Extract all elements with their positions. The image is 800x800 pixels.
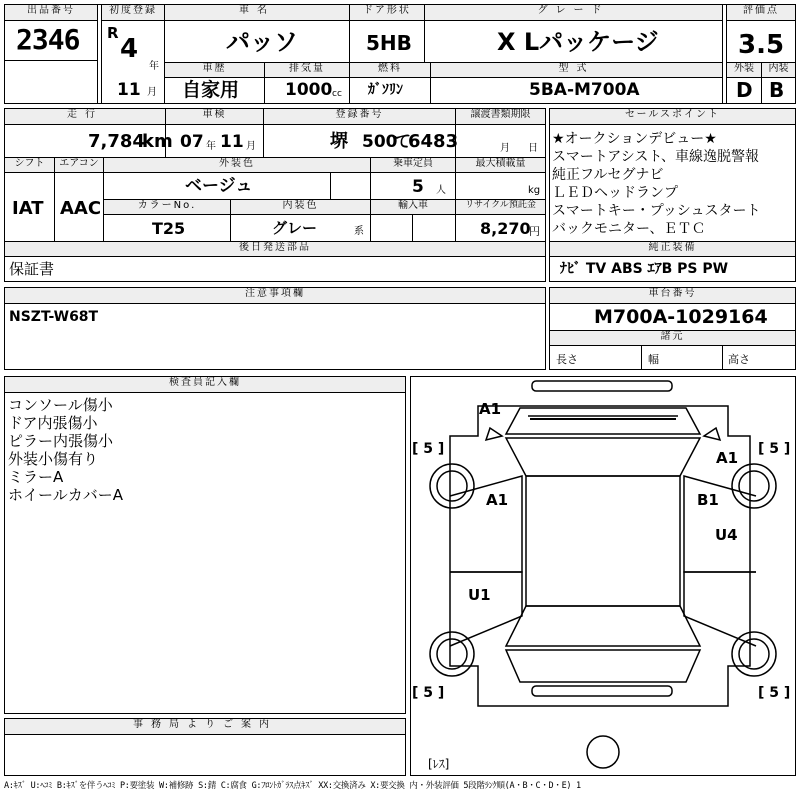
reg-class: 500 <box>362 132 398 152</box>
era: R <box>107 24 119 42</box>
later-parts-label: 後日発送部品 <box>5 242 545 256</box>
sales-point: ＬＥＤヘッドランプ <box>552 185 678 201</box>
capacity-label: 乗車定員 <box>371 158 455 172</box>
inspection-month-unit: 月 <box>246 141 256 152</box>
chassis-number: M700A-1029164 <box>594 306 768 328</box>
door-type: 5HB <box>366 31 412 55</box>
first-reg-label: 初度登録 <box>102 5 164 20</box>
inspector-label: 検査員記入欄 <box>5 377 405 392</box>
capacity-unit: 人 <box>436 185 446 196</box>
recycle-unit: 円 <box>529 225 540 238</box>
score-label: 評価点 <box>727 5 795 20</box>
inspector-note: ホイールカバーA <box>8 486 123 504</box>
car-name-label: 車名 <box>165 5 349 20</box>
reg-area: 堺 <box>330 131 348 152</box>
transfer-month-unit: 月 <box>500 143 510 154</box>
equipment: ﾅﾋﾞ TV ABS ｴｱB PS PW <box>560 261 729 277</box>
ext-color-label: 外装色 <box>104 158 370 172</box>
interior-label: 内装 <box>762 63 795 77</box>
inspection-year: 07 <box>180 132 204 152</box>
recycle-label: リサイクル預託金 <box>456 200 545 214</box>
reg-number: 6483 <box>408 131 459 152</box>
inspector-note: ミラーA <box>8 468 64 486</box>
reg-no-label: 登録番号 <box>264 109 455 124</box>
tire-depth-fr: [ 5 ] <box>758 441 791 457</box>
recycle-fee: 8,270 <box>480 219 531 238</box>
ext-color: ベージュ <box>185 176 253 196</box>
lot-number: 2346 <box>16 23 80 56</box>
transfer-day-unit: 日 <box>528 143 538 154</box>
ac: AAC <box>60 198 102 219</box>
sales-points-label: セールスポイント <box>550 109 795 124</box>
inspector-note: ピラー内張傷小 <box>8 432 114 450</box>
color-no: T25 <box>152 219 186 238</box>
damage-mark: A1 <box>479 400 502 418</box>
ac-label: エアコン <box>55 158 103 172</box>
car-diagram <box>410 376 796 776</box>
inspector-list <box>8 396 123 504</box>
lot-label: 出品番号 <box>5 5 97 20</box>
door-label: ドア形状 <box>350 5 424 20</box>
sales-point: バックモニター、ＥＴＣ <box>552 221 706 237</box>
exterior-grade: D <box>736 78 753 102</box>
load-label: 最大積載量 <box>456 158 545 172</box>
fuel-label: 燃料 <box>350 63 430 77</box>
first-reg-month: 11 <box>117 80 141 100</box>
later-parts: 保証書 <box>9 260 55 278</box>
reg-kana: て <box>394 132 411 152</box>
history-label: 車歴 <box>165 63 264 77</box>
model: 5BA-M700A <box>529 80 640 100</box>
displacement-unit: cc <box>332 89 342 99</box>
tire-depth-rr: [ 5 ] <box>758 685 791 701</box>
inspector-note: 外装小傷有り <box>8 450 99 468</box>
grade: X Lパッケージ <box>497 28 659 56</box>
inspection-label: 車検 <box>166 109 263 124</box>
notes-label: 注意事項欄 <box>5 288 545 303</box>
sales-point: 純正フルセグナビ <box>552 167 664 183</box>
notes: NSZT-W68T <box>9 309 99 325</box>
shift: IAT <box>12 198 44 219</box>
mileage: 7,784 <box>88 131 145 152</box>
inspection-month: 11 <box>220 132 244 152</box>
length-label: 長さ <box>556 353 578 366</box>
office-label: 事務局よりご案内 <box>5 719 405 734</box>
sales-point: スマートアシスト、車線逸脱警報 <box>552 149 760 165</box>
capacity: 5 <box>412 177 424 197</box>
height-label: 高さ <box>728 353 750 366</box>
mileage-unit: km <box>142 131 173 152</box>
equipment-label: 純正装備 <box>550 242 795 256</box>
sales-point: スマートキー・プッシュスタート <box>552 203 761 219</box>
tire-depth-rl: [ 5 ] <box>412 685 445 701</box>
width-label: 幅 <box>648 353 659 366</box>
damage-mark: A1 <box>486 491 509 509</box>
sales-point: ★オークションデビュー★ <box>552 131 717 147</box>
fuel: ｶﾞｿﾘﾝ <box>368 82 403 98</box>
int-color-suffix: 系 <box>354 226 364 237</box>
interior-grade: B <box>769 78 785 102</box>
exterior-label: 外装 <box>727 63 761 77</box>
inspector-note: ドア内張傷小 <box>8 414 98 432</box>
mileage-label: 走行 <box>5 109 165 124</box>
first-reg-year: 4 <box>120 34 139 64</box>
displacement-label: 排気量 <box>265 63 349 77</box>
int-color-label: 内装色 <box>231 200 370 214</box>
damage-mark: U1 <box>468 586 491 604</box>
score: 3.5 <box>738 30 785 60</box>
color-no-label: カラーNo. <box>104 200 230 214</box>
month-unit: 月 <box>147 87 157 98</box>
year-unit: 年 <box>149 61 159 72</box>
displacement: 1000 <box>285 80 333 100</box>
sales-points-list <box>552 130 760 238</box>
chassis-label: 車台番号 <box>550 288 795 303</box>
damage-mark: U4 <box>715 526 738 544</box>
model-label: 型式 <box>431 63 722 77</box>
inspector-note: コンソール傷小 <box>8 396 113 414</box>
inspection-year-unit: 年 <box>206 141 216 152</box>
damage-mark: B1 <box>697 491 719 509</box>
dims-label: 諸元 <box>550 331 795 345</box>
car-name: パッソ <box>226 28 298 56</box>
transfer-label: 譲渡書類期限 <box>456 109 545 124</box>
spare-tire-label: [ﾚｽ] <box>428 757 450 771</box>
load-unit: kg <box>528 185 541 196</box>
tire-depth-fl: [ 5 ] <box>412 441 445 457</box>
damage-mark: A1 <box>716 449 739 467</box>
grade-label: グレード <box>425 5 722 20</box>
int-color: グレー <box>272 219 318 237</box>
history: 自家用 <box>182 79 240 101</box>
shift-label: シフト <box>5 158 54 172</box>
import-label: 輸入車 <box>371 200 455 214</box>
legend: A:ｷｽﾞ U:ﾍｺﾐ B:ｷｽﾞを伴うﾍｺﾐ P:要塗装 W:補修跡 S:錆 C:腐食 G:ﾌﾛﾝﾄｶﾞﾗｽ点ｷｽﾞ XX:交換済み X:要交換 内・外装評価 5段階ﾗﾝｸ順(A・B・C・D・E) 1 <box>4 781 581 791</box>
